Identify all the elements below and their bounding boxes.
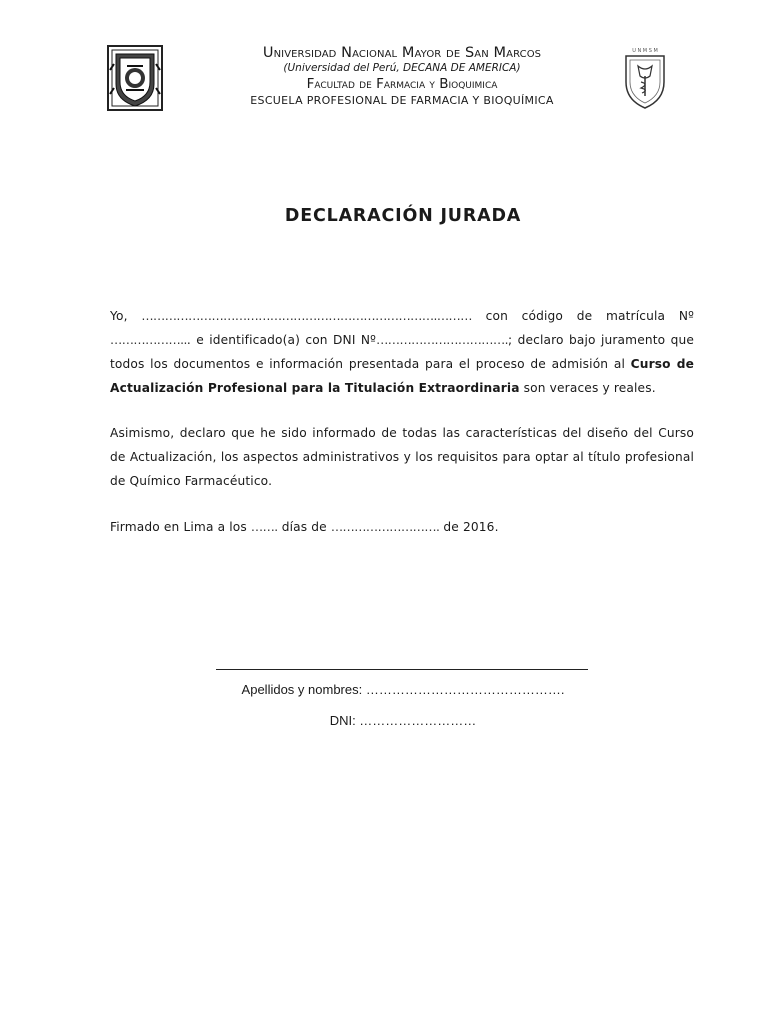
month-blank: ………………………. xyxy=(330,520,440,534)
signature-line xyxy=(216,669,588,670)
faculty-name: Facultad de Farmacia y Bioquimica xyxy=(306,76,498,92)
names-field-label: Apellidos y nombres: ………………………………………. xyxy=(241,682,565,697)
text-segment: días de xyxy=(277,520,331,534)
dni-blank: ……………………………. xyxy=(376,333,509,347)
declaration-paragraph xyxy=(110,304,694,400)
information-paragraph: Asimismo, declaro que he sido informado de todas las características del diseño del Curso de Actualización, los aspectos administrativos y los requisitos para optar al título profesional de Químico Farmacéutico. xyxy=(110,426,694,488)
text-segment: Yo, xyxy=(110,309,142,323)
text-segment: . e identificado(a) con DNI Nº xyxy=(186,333,377,347)
matricula-blank: ……………….. xyxy=(110,333,187,347)
university-name: Universidad Nacional Mayor de San Marcos xyxy=(262,45,542,61)
school-name: ESCUELA PROFESIONAL DE FARMACIA Y BIOQUÍMICA xyxy=(250,94,554,107)
institution-header xyxy=(180,44,624,108)
day-blank: ……. xyxy=(250,520,278,534)
text-segment: de 2016. xyxy=(439,520,499,534)
text-segment: con código de matrícula Nº xyxy=(471,309,694,323)
pharmacy-shield-logo xyxy=(622,46,668,110)
university-subtitle: (Universidad del Perú, DECANA DE AMERICA) xyxy=(283,62,521,74)
course-name: Curso de Actualización Profesional para la Titulación Extraordinaria xyxy=(110,357,694,395)
dni-field-label: DNI: ……………………… xyxy=(329,713,477,728)
university-seal-logo xyxy=(106,44,164,112)
text-segment: Firmado en Lima a los xyxy=(110,520,251,534)
signed-date-paragraph xyxy=(110,515,694,539)
document-title: DECLARACIÓN JURADA xyxy=(284,206,522,226)
text-segment: ; declaro bajo juramento que todos los documentos e información presentada para el proceso de admisión al xyxy=(110,333,695,371)
text-segment: son veraces y reales. xyxy=(519,381,656,395)
name-blank: ………………………………………………………………….……… xyxy=(141,309,472,323)
shield-caption: U N M S M xyxy=(632,48,658,54)
